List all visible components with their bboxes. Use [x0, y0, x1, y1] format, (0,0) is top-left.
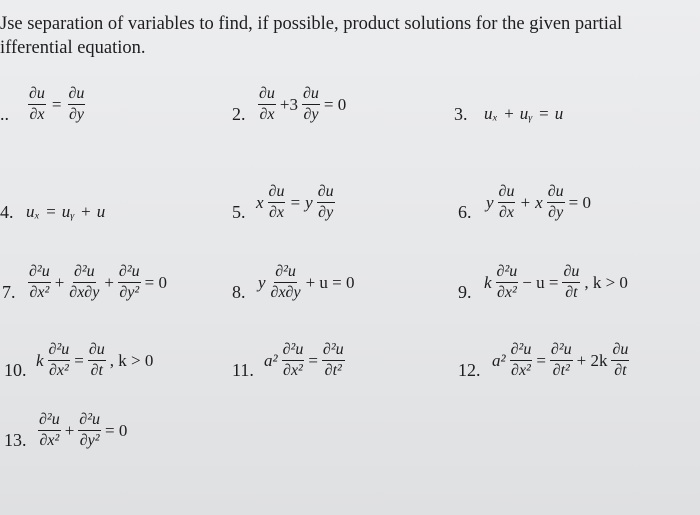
denominator: ∂x²	[29, 284, 50, 301]
numerator: ∂²u	[38, 412, 61, 431]
operator: + u = 0	[305, 272, 355, 292]
problem-1-equation	[26, 86, 87, 123]
denominator: ∂x²	[39, 432, 60, 449]
numerator: ∂u	[268, 184, 286, 203]
denominator: ∂x	[268, 204, 284, 221]
denominator: ∂y	[303, 106, 319, 123]
problem-13-number: 13.	[4, 430, 27, 450]
fraction	[302, 86, 320, 123]
denominator: ∂x	[29, 106, 45, 123]
problem-8-equation	[258, 264, 355, 301]
problem-12-equation	[492, 342, 631, 379]
numerator: ∂u	[611, 342, 629, 361]
numerator: ∂²u	[550, 342, 573, 361]
operator: +	[64, 420, 75, 440]
problem-6-number: 6.	[458, 202, 472, 222]
numerator: ∂u	[28, 86, 46, 105]
problem-4-equation: uₓ = uᵧ + u	[26, 202, 106, 221]
denominator: ∂x∂y	[69, 284, 100, 301]
instructions-line-2: ifferential equation.	[0, 38, 146, 58]
operator: +	[104, 272, 114, 292]
operator: =	[536, 350, 546, 370]
numerator: ∂²u	[118, 264, 141, 283]
fraction	[270, 264, 302, 301]
fraction	[78, 412, 101, 449]
denominator: ∂y	[68, 106, 84, 123]
coefficient: y	[258, 272, 266, 292]
numerator: ∂u	[258, 86, 276, 105]
instructions	[0, 12, 690, 60]
denominator: ∂t²	[552, 362, 570, 379]
operator: + 2k	[576, 350, 608, 370]
problem-5-number: 5.	[232, 202, 246, 222]
problem-4-number: 4.	[0, 202, 14, 222]
operator: =	[74, 350, 84, 370]
denominator: ∂t	[90, 362, 103, 379]
numerator: ∂²u	[73, 264, 96, 283]
problem-8-number: 8.	[232, 282, 246, 302]
fraction	[258, 86, 276, 123]
denominator: ∂x²	[48, 362, 69, 379]
fraction	[562, 264, 580, 301]
operator: +3	[279, 94, 298, 114]
denominator: ∂x²	[511, 362, 531, 379]
problem-3-number: 3.	[454, 104, 468, 124]
denominator: ∂y²	[79, 432, 100, 449]
operator: + x	[519, 192, 543, 212]
problem-9-number: 9.	[458, 282, 472, 302]
denominator: ∂t²	[324, 362, 342, 379]
problem-2-equation	[256, 86, 346, 123]
fraction	[547, 184, 565, 221]
fraction	[322, 342, 345, 379]
problem-1-number: ..	[0, 104, 9, 124]
numerator: ∂u	[562, 264, 580, 283]
fraction	[68, 264, 100, 301]
problem-2-number: 2.	[232, 104, 246, 124]
condition: , k > 0	[584, 272, 628, 292]
problem-7-number: 7.	[2, 282, 16, 302]
fraction	[28, 264, 51, 301]
operator: =	[308, 350, 318, 370]
problem-10-number: 10.	[4, 360, 27, 380]
denominator: ∂x	[498, 204, 514, 221]
denominator: ∂x∂y	[270, 284, 301, 301]
coefficient: a²	[264, 350, 278, 370]
numerator: ∂u	[302, 86, 320, 105]
fraction	[510, 342, 533, 379]
fraction	[88, 342, 106, 379]
fraction	[498, 184, 516, 221]
operator: = 0	[144, 272, 167, 292]
numerator: ∂u	[547, 184, 565, 203]
fraction	[282, 342, 305, 379]
coefficient: y	[486, 192, 494, 212]
fraction	[496, 264, 519, 301]
problem-13-equation	[36, 412, 127, 449]
problem-5-equation	[256, 184, 337, 221]
numerator: ∂²u	[48, 342, 71, 361]
fraction	[268, 184, 286, 221]
fraction	[68, 86, 86, 123]
fraction	[611, 342, 629, 379]
operator: +	[54, 272, 65, 292]
numerator: ∂²u	[496, 264, 519, 283]
problem-3-equation: uₓ + uᵧ = u	[484, 104, 564, 123]
fraction	[38, 412, 61, 449]
numerator: ∂u	[88, 342, 106, 361]
problem-9-equation	[484, 264, 628, 301]
denominator: ∂t	[614, 362, 627, 379]
problem-10-equation	[36, 342, 153, 379]
coefficient: a²	[492, 350, 506, 370]
numerator: ∂u	[498, 184, 516, 203]
operator: − u =	[522, 272, 559, 292]
operator: = 0	[105, 420, 128, 440]
fraction	[48, 342, 71, 379]
denominator: ∂y	[548, 204, 564, 221]
operator: =	[51, 94, 62, 114]
problem-11-number: 11.	[232, 360, 254, 380]
problem-7-equation	[26, 264, 167, 301]
coefficient: k	[484, 272, 492, 292]
numerator: ∂²u	[78, 412, 101, 431]
denominator: ∂y	[318, 204, 334, 221]
numerator: ∂²u	[322, 342, 345, 361]
denominator: ∂x²	[496, 284, 517, 301]
denominator: ∂x	[259, 106, 275, 123]
fraction	[28, 86, 46, 123]
operator: = y	[289, 192, 313, 212]
fraction	[550, 342, 573, 379]
numerator: ∂²u	[282, 342, 305, 361]
numerator: ∂u	[68, 86, 86, 105]
operator: = 0	[568, 192, 591, 212]
fraction	[317, 184, 335, 221]
numerator: ∂u	[317, 184, 335, 203]
numerator: ∂²u	[274, 264, 297, 283]
denominator: ∂x²	[283, 362, 303, 379]
instructions-line-1: Jse separation of variables to find, if possible, product solutions for the given partial	[0, 14, 623, 34]
problem-6-equation	[486, 184, 591, 221]
numerator: ∂²u	[510, 342, 533, 361]
operator: = 0	[323, 94, 347, 114]
problem-12-number: 12.	[458, 360, 481, 380]
problem-11-equation	[264, 342, 347, 379]
coefficient: x	[256, 192, 264, 212]
denominator: ∂t	[565, 284, 578, 301]
coefficient: k	[36, 350, 44, 370]
fraction	[118, 264, 141, 301]
numerator: ∂²u	[28, 264, 51, 283]
denominator: ∂y²	[119, 284, 140, 301]
condition: , k > 0	[109, 350, 154, 370]
